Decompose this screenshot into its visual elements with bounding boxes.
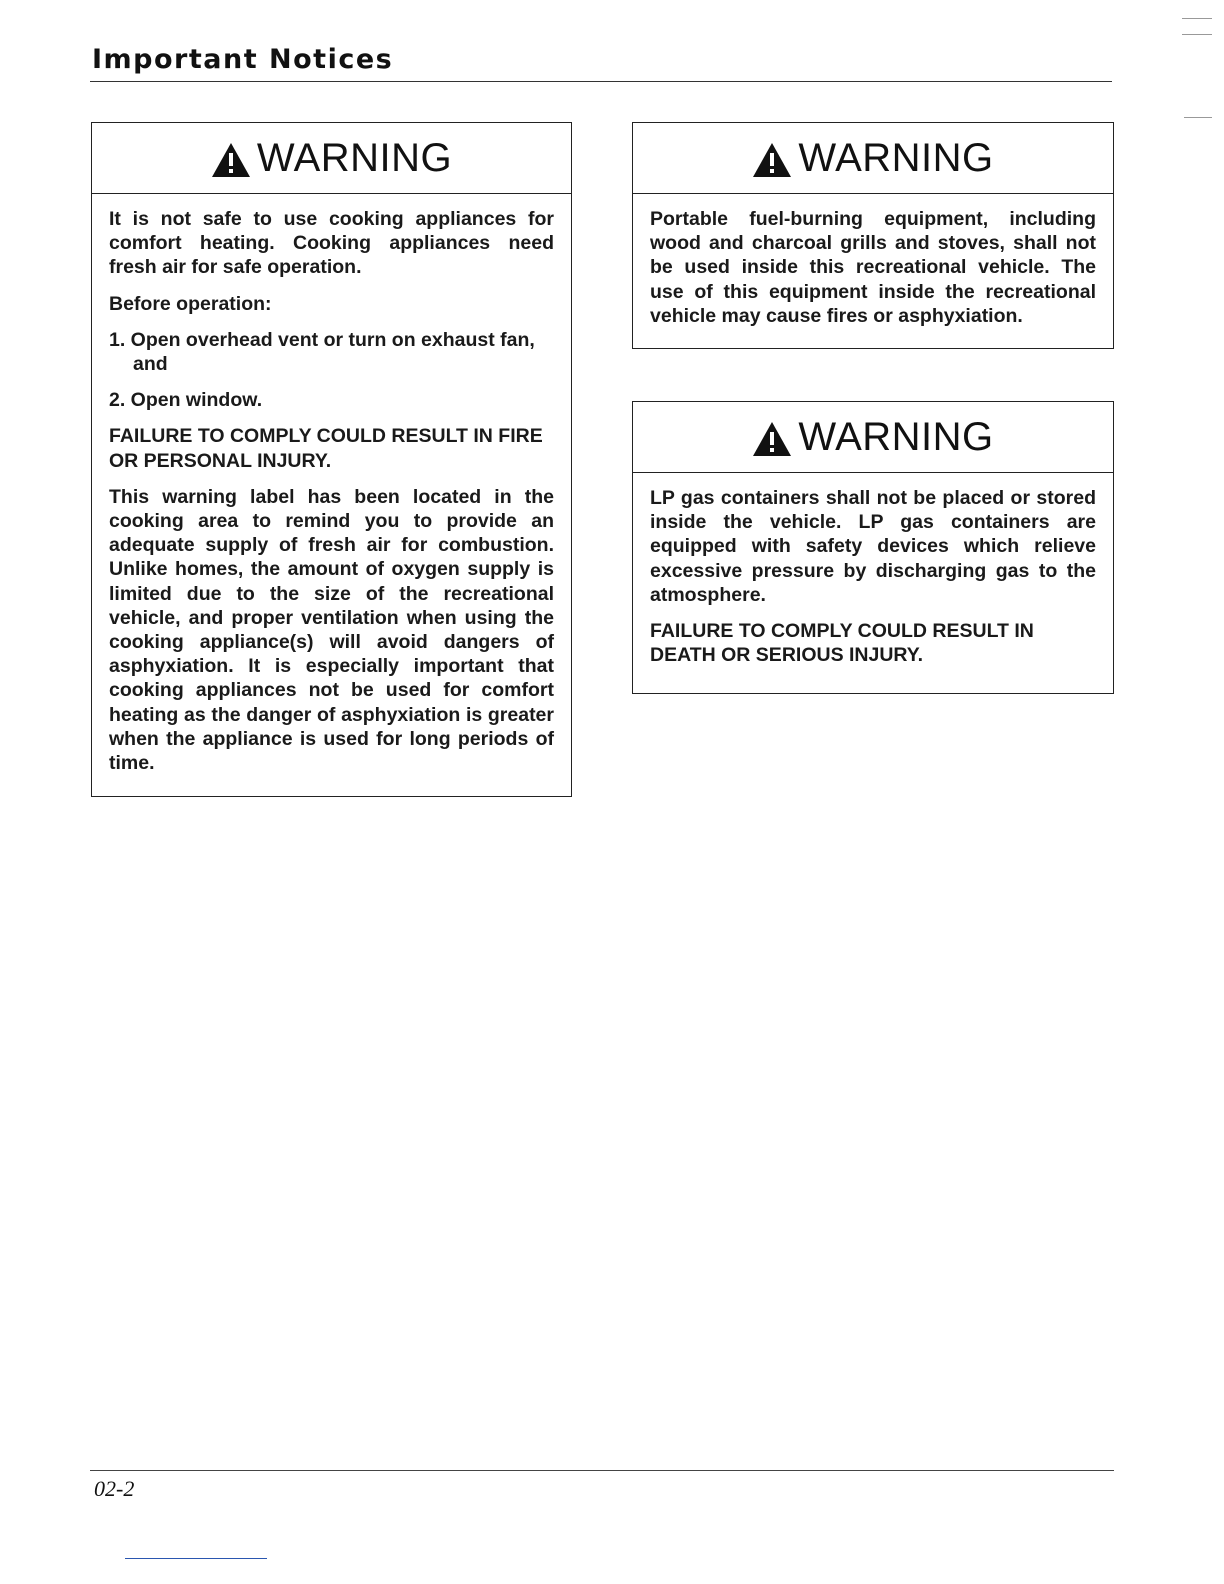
warning-heading: WARNING [798, 135, 994, 180]
warning-body [633, 194, 1113, 344]
warning-caution: FAILURE TO COMPLY COULD RESULT IN DEATH OR SERIOUS INJURY. [650, 620, 1034, 667]
warning-caution: FAILURE TO COMPLY COULD RESULT IN FIRE OR PERSONAL INJURY. [109, 425, 543, 472]
warning-intro: It is not safe to use cooking appliances for comfort heating. Cooking appliances need fresh air for safe operation. [109, 208, 554, 279]
operation-step: 2. Open window. [109, 389, 263, 412]
warning-heading: WARNING [798, 414, 994, 459]
warning-box-cooking-appliances [91, 122, 572, 797]
warning-heading: WARNING [256, 135, 453, 180]
warning-header [92, 123, 571, 194]
warning-triangle-icon [752, 421, 792, 457]
warning-explanation: This warning label has been located in the cooking area to remind you to provide an adequate supply of fresh air for combustion. Unlike homes, the amount of oxygen supply is limited due to the size of the recreational vehicle, and proper ventilation when using the cooking appliance(s) will avoid dangers of asphyxiation. It is especially important that cooking appliances not be used for comfort heating as the danger of asphyxiation is greater when the appliance is used for long periods of time. [109, 485, 554, 775]
warning-text: Portable fuel-burning equipment, including wood and charcoal grills and stoves, shall not be used inside this recreational vehicle. The use of this equipment inside the recreational vehicle may cause fires or asphyxiation. [650, 208, 1096, 327]
warning-triangle-icon [211, 142, 251, 178]
warning-box-fuel-burning-equipment [632, 122, 1114, 349]
operation-step: 1. Open overhead vent or turn on exhaust fan, and [109, 328, 535, 376]
warning-text: LP gas containers shall not be placed or stored inside the vehicle. LP gas containers are equipped with safety devices which relieve excessive pressure by discharging gas to the atmosphere. [650, 487, 1096, 606]
page-title: Important Notices [92, 44, 394, 75]
margin-scan-mark [1182, 34, 1212, 35]
warning-header [633, 402, 1113, 473]
margin-scan-mark [1184, 117, 1212, 118]
warning-triangle-icon [752, 142, 792, 178]
before-operation-label: Before operation: [109, 292, 272, 315]
bottom-edge-mark [125, 1558, 267, 1559]
page-number: 02-2 [94, 1476, 135, 1501]
warning-body [633, 473, 1113, 683]
warning-header [633, 123, 1113, 194]
footer-divider [90, 1470, 1114, 1471]
margin-scan-mark [1182, 18, 1212, 19]
warning-body [92, 194, 571, 791]
operation-steps [109, 328, 554, 413]
warning-box-lp-gas-containers [632, 401, 1114, 694]
header-divider [90, 81, 1112, 82]
